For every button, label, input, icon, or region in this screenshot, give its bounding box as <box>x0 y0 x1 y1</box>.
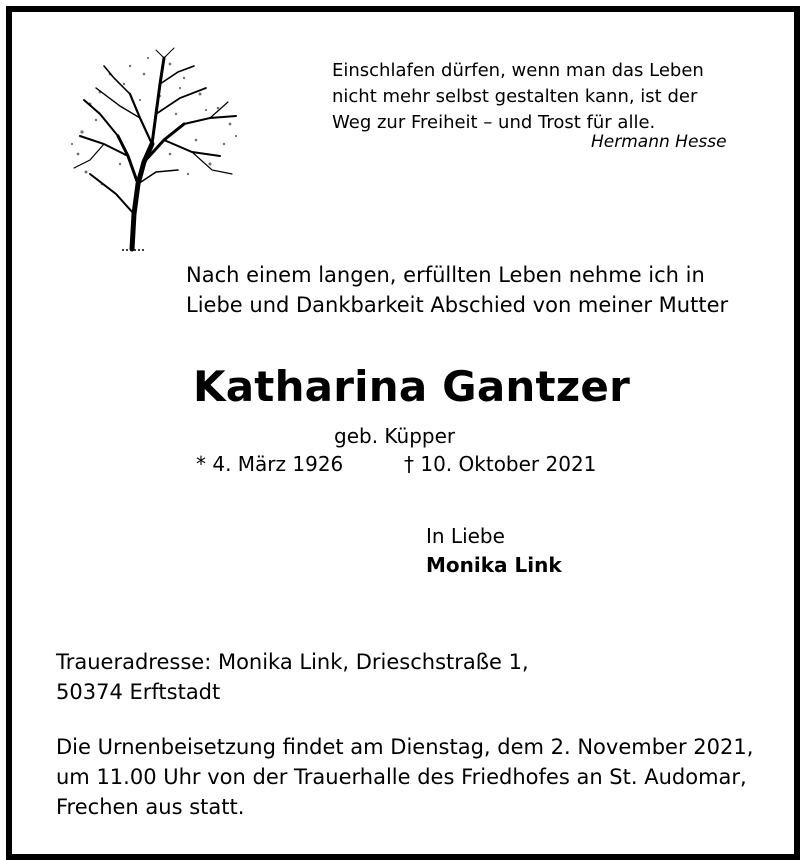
mourning-address <box>56 647 529 707</box>
death-date: † 10. Oktober 2021 <box>404 452 597 476</box>
intro-text <box>186 260 728 320</box>
intro-line: Nach einem langen, erfüllten Leben nehme ich in <box>186 263 705 287</box>
funeral-line: um 11.00 Uhr von der Trauerhalle des Friedhofes an St. Audomar, <box>56 765 747 789</box>
deceased-name: Katharina Gantzer <box>193 362 631 411</box>
funeral-line: Die Urnenbeisetzung findet am Dienstag, dem 2. November 2021, <box>56 735 754 759</box>
funeral-notice <box>56 732 753 822</box>
quote-line: Einschlafen dürfen, wenn man das Leben <box>332 60 704 81</box>
birth-date: * 4. März 1926 <box>196 452 344 476</box>
signature-closing: In Liebe <box>426 524 505 548</box>
funeral-line: Frechen aus statt. <box>56 795 245 819</box>
address-line: Traueradresse: Monika Link, Drieschstraße 1, <box>56 650 529 674</box>
maiden-name: geb. Küpper <box>334 424 456 448</box>
quote-author: Hermann Hesse <box>591 132 727 152</box>
quote-line: Weg zur Freiheit – und Trost für alle. <box>332 112 656 133</box>
quote-line: nicht mehr selbst gestalten kann, ist der <box>332 86 698 107</box>
intro-line: Liebe und Dankbarkeit Abschied von meiner Mutter <box>186 293 729 317</box>
signature-name: Monika Link <box>426 553 562 577</box>
tree-icon <box>60 44 250 254</box>
quote <box>332 58 704 136</box>
address-line: 50374 Erftstadt <box>56 680 221 704</box>
